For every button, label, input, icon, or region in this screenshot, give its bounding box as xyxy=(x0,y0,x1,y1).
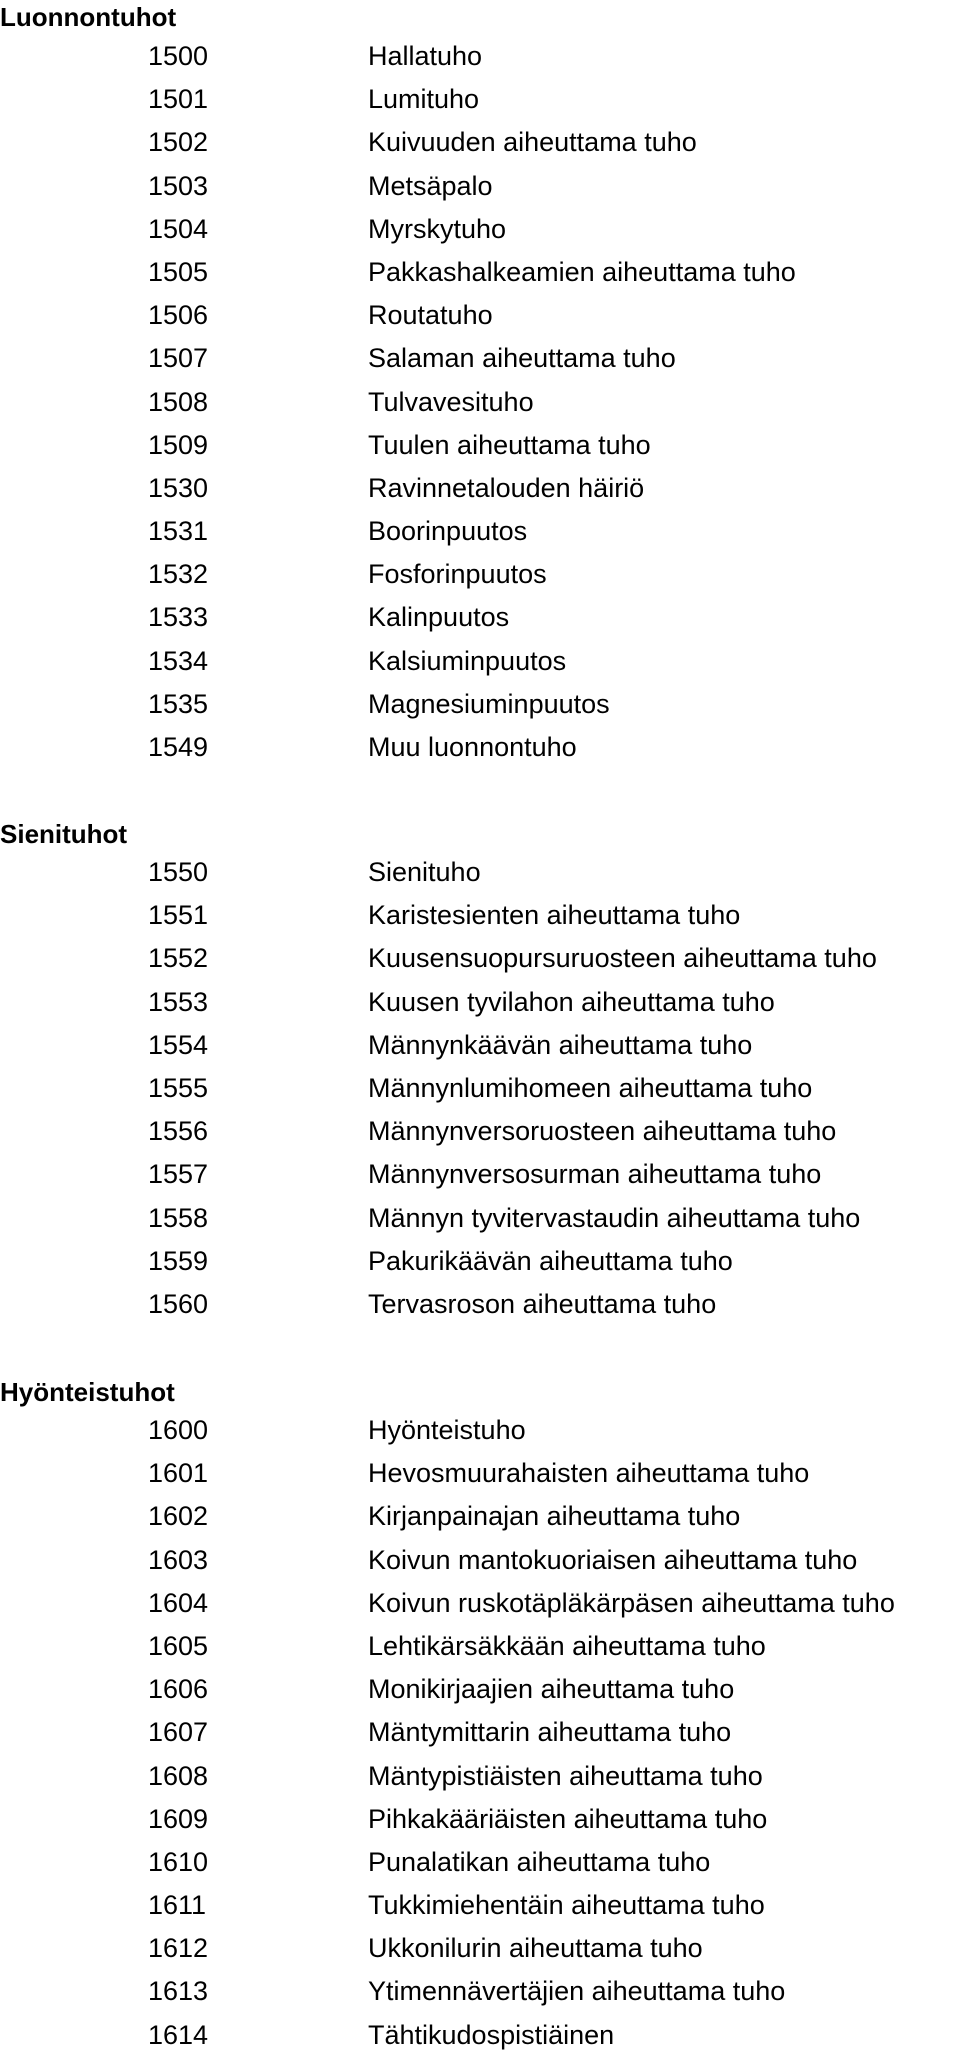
list-row xyxy=(0,1759,960,1802)
item-name: Hallatuho xyxy=(368,41,483,71)
list-row xyxy=(0,1499,960,1542)
item-name: Myrskytuho xyxy=(368,213,507,244)
list-row xyxy=(0,1931,960,1974)
list-row xyxy=(0,39,960,82)
item-name: Hyönteistuho xyxy=(368,1415,526,1445)
item-code: 1550 xyxy=(148,857,209,887)
list-row xyxy=(0,1413,960,1456)
item-code: 1503 xyxy=(148,170,209,201)
list-row xyxy=(0,1974,960,2017)
item-name: Männynversosurman aiheuttama tuho xyxy=(368,1159,822,1190)
list-row xyxy=(0,2018,960,2061)
item-code: 1509 xyxy=(148,429,209,460)
item-name: Kuusen tyvilahon aiheuttama tuho xyxy=(368,986,775,1017)
list-row xyxy=(0,1845,960,1888)
item-code: 1530 xyxy=(148,472,209,503)
list-row xyxy=(0,855,960,898)
item-code: 1556 xyxy=(148,1116,209,1147)
list-row xyxy=(0,985,960,1028)
item-code: 1504 xyxy=(148,213,209,244)
section-title: Sienituhot xyxy=(0,819,128,849)
item-code: 1557 xyxy=(148,1159,209,1190)
list-row xyxy=(0,1802,960,1845)
item-name: Männynversoruosteen aiheuttama tuho xyxy=(368,1116,837,1147)
code-list xyxy=(0,855,960,1330)
list-row xyxy=(0,212,960,255)
list-row xyxy=(0,514,960,557)
item-name: Sienituho xyxy=(368,857,481,887)
item-name: Ytimennävertäjien aiheuttama tuho xyxy=(368,1976,786,2007)
list-row xyxy=(0,1888,960,1931)
list-row xyxy=(0,385,960,428)
item-code: 1534 xyxy=(148,645,209,676)
item-code: 1613 xyxy=(148,1976,209,2007)
item-name: Kuivuuden aiheuttama tuho xyxy=(368,127,697,158)
item-code: 1501 xyxy=(148,84,209,115)
item-name: Karistesienten aiheuttama tuho xyxy=(368,900,741,931)
list-row xyxy=(0,255,960,298)
item-code: 1603 xyxy=(148,1544,209,1575)
item-code: 1508 xyxy=(148,386,209,417)
item-code: 1559 xyxy=(148,1245,209,1276)
item-code: 1551 xyxy=(148,900,209,931)
item-name: Fosforinpuutos xyxy=(368,559,547,590)
list-row xyxy=(0,1028,960,1071)
item-code: 1604 xyxy=(148,1587,209,1618)
item-name: Koivun mantokuoriaisen aiheuttama tuho xyxy=(368,1544,858,1575)
item-name: Pakurikäävän aiheuttama tuho xyxy=(368,1245,733,1276)
item-code: 1558 xyxy=(148,1202,209,1233)
item-name: Ravinnetalouden häiriö xyxy=(368,472,645,503)
item-code: 1533 xyxy=(148,602,209,633)
list-row xyxy=(0,898,960,941)
item-name: Männyn tyvitervastaudin aiheuttama tuho xyxy=(368,1202,861,1233)
item-code: 1602 xyxy=(148,1501,209,1532)
list-row xyxy=(0,1114,960,1157)
item-name: Monikirjaajien aiheuttama tuho xyxy=(368,1674,735,1705)
list-row xyxy=(0,1244,960,1287)
item-name: Magnesiuminpuutos xyxy=(368,688,610,719)
item-name: Kuusensuopursuruosteen aiheuttama tuho xyxy=(368,943,877,974)
item-name: Mäntypistiäisten aiheuttama tuho xyxy=(368,1760,763,1791)
list-row xyxy=(0,1586,960,1629)
item-name: Kalinpuutos xyxy=(368,602,510,633)
item-code: 1554 xyxy=(148,1029,209,1060)
item-code: 1532 xyxy=(148,559,209,590)
item-code: 1605 xyxy=(148,1630,209,1661)
item-name: Tulvavesituho xyxy=(368,386,534,417)
item-code: 1610 xyxy=(148,1846,209,1877)
list-row xyxy=(0,471,960,514)
item-name: Tukkimiehentäin aiheuttama tuho xyxy=(368,1890,765,1921)
list-row xyxy=(0,1287,960,1330)
item-name: Boorinpuutos xyxy=(368,516,528,547)
list-row xyxy=(0,1071,960,1114)
item-name: Punalatikan aiheuttama tuho xyxy=(368,1846,711,1877)
code-list xyxy=(0,39,960,773)
list-row xyxy=(0,298,960,341)
item-name: Salaman aiheuttama tuho xyxy=(368,343,676,374)
list-row xyxy=(0,1715,960,1758)
code-list xyxy=(0,1413,960,2061)
item-name: Lehtikärsäkkään aiheuttama tuho xyxy=(368,1630,766,1661)
section-title: Luonnontuhot xyxy=(0,2,177,32)
item-code: 1553 xyxy=(148,986,209,1017)
item-name: Koivun ruskotäpläkärpäsen aiheuttama tuho xyxy=(368,1587,895,1618)
item-code: 1552 xyxy=(148,943,209,974)
item-code: 1611 xyxy=(148,1890,207,1921)
list-row xyxy=(0,600,960,643)
item-name: Pihkakääriäisten aiheuttama tuho xyxy=(368,1803,768,1834)
item-code: 1614 xyxy=(148,2019,209,2050)
list-row xyxy=(0,687,960,730)
item-name: Muu luonnontuho xyxy=(368,732,577,762)
item-code: 1500 xyxy=(148,41,209,71)
item-code: 1502 xyxy=(148,127,209,158)
section-title: Hyönteistuhot xyxy=(0,1377,175,1407)
item-code: 1505 xyxy=(148,256,209,287)
list-row xyxy=(0,1157,960,1200)
item-code: 1612 xyxy=(148,1933,209,1964)
item-name: Routatuho xyxy=(368,300,493,331)
list-row xyxy=(0,557,960,600)
list-row xyxy=(0,341,960,384)
item-name: Kalsiuminpuutos xyxy=(368,645,567,676)
item-code: 1601 xyxy=(148,1458,209,1489)
item-name: Lumituho xyxy=(368,84,480,115)
list-row xyxy=(0,82,960,125)
item-code: 1606 xyxy=(148,1674,209,1705)
item-name: Tuulen aiheuttama tuho xyxy=(368,429,651,460)
item-code: 1506 xyxy=(148,300,209,331)
item-code: 1560 xyxy=(148,1288,209,1319)
list-row xyxy=(0,1456,960,1499)
item-name: Ukkonilurin aiheuttama tuho xyxy=(368,1933,703,1964)
item-name: Pakkashalkeamien aiheuttama tuho xyxy=(368,256,796,287)
item-name: Tähtikudospistiäinen xyxy=(368,2019,615,2050)
list-row xyxy=(0,1543,960,1586)
item-name: Mäntymittarin aiheuttama tuho xyxy=(368,1717,732,1748)
item-name: Männynkäävän aiheuttama tuho xyxy=(368,1029,753,1060)
item-name: Hevosmuurahaisten aiheuttama tuho xyxy=(368,1458,810,1489)
list-row xyxy=(0,1201,960,1244)
item-name: Kirjanpainajan aiheuttama tuho xyxy=(368,1501,741,1532)
item-code: 1555 xyxy=(148,1072,209,1103)
list-row xyxy=(0,1672,960,1715)
list-row xyxy=(0,428,960,471)
list-row xyxy=(0,730,960,773)
item-name: Metsäpalo xyxy=(368,170,493,201)
item-code: 1531 xyxy=(148,516,209,547)
item-code: 1609 xyxy=(148,1803,209,1834)
item-code: 1535 xyxy=(148,688,209,719)
item-code: 1608 xyxy=(148,1760,209,1791)
item-code: 1607 xyxy=(148,1717,209,1748)
item-code: 1600 xyxy=(148,1415,209,1445)
list-row xyxy=(0,1629,960,1672)
item-name: Männynlumihomeen aiheuttama tuho xyxy=(368,1072,813,1103)
list-row xyxy=(0,125,960,168)
item-code: 1507 xyxy=(148,343,209,374)
item-name: Tervasroson aiheuttama tuho xyxy=(368,1288,717,1319)
item-code: 1549 xyxy=(148,732,209,762)
list-row xyxy=(0,644,960,687)
list-row xyxy=(0,169,960,212)
list-row xyxy=(0,941,960,984)
